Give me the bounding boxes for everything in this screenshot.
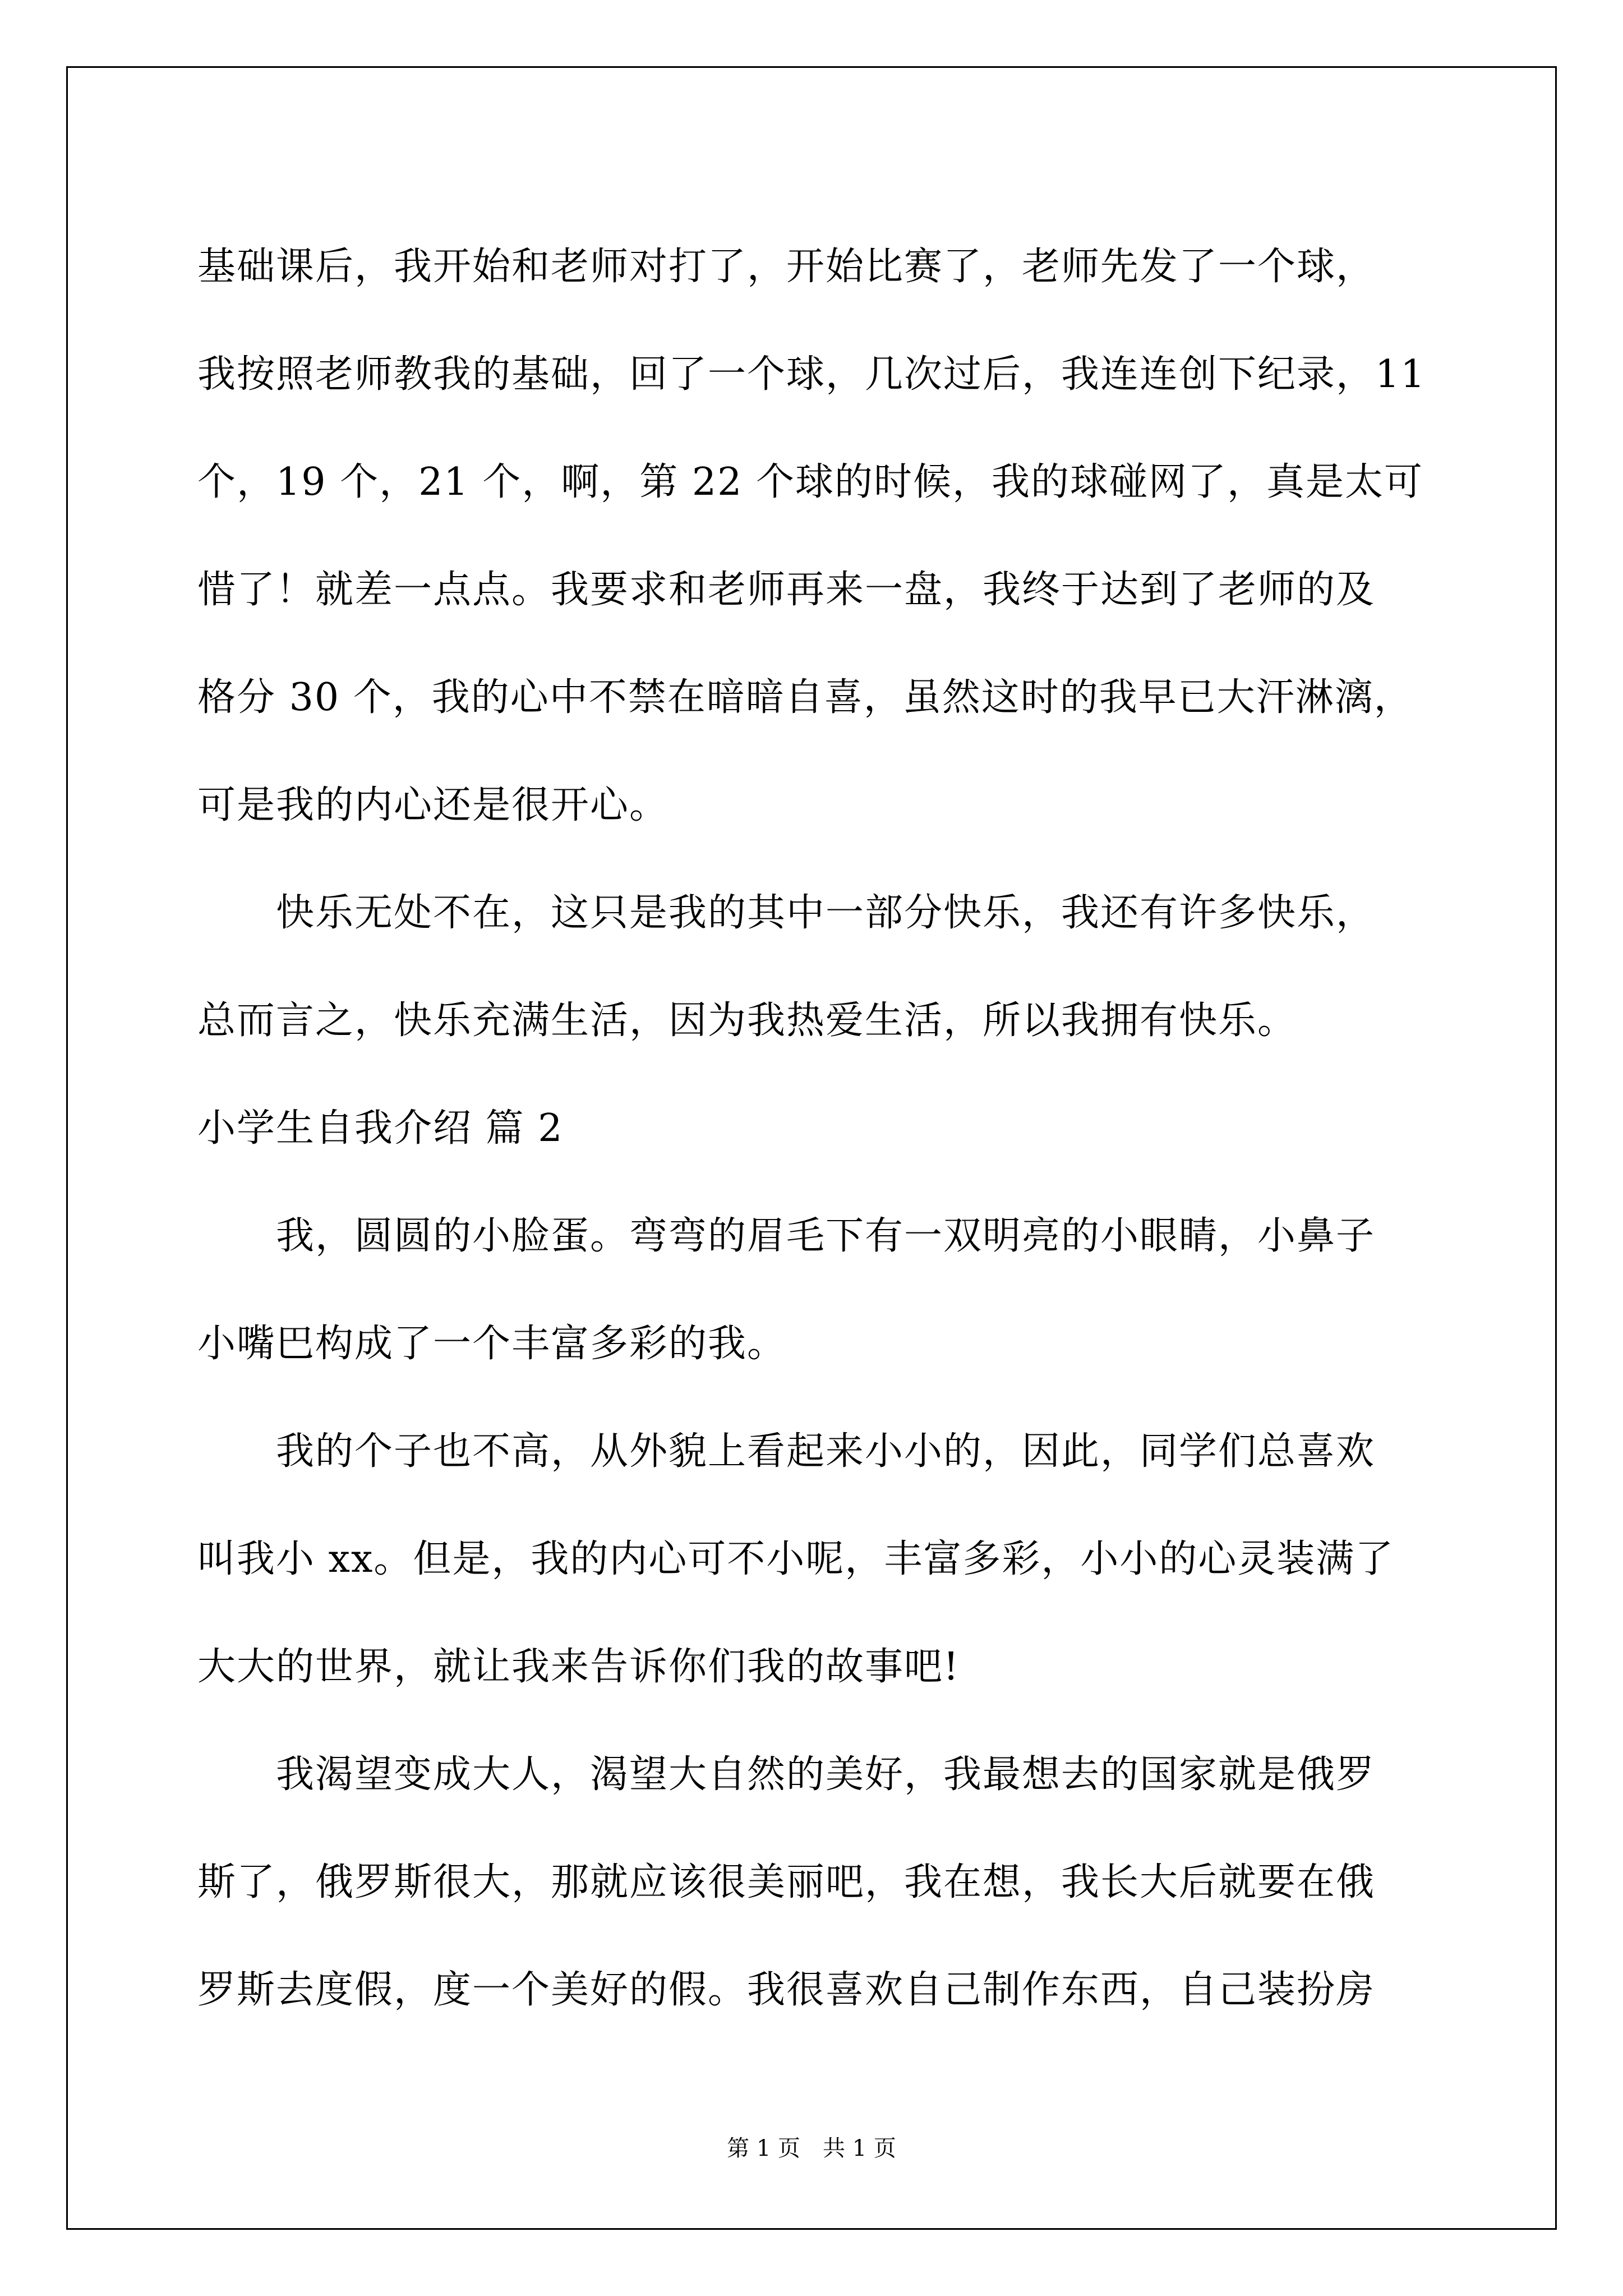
text-line: 格分 30 个，我的心中不禁在暗暗自喜，虽然这时的我早已大汗淋漓， bbox=[197, 675, 1413, 720]
text-line: 惜了！就差一点点。我要求和老师再来一盘，我终于达到了老师的及 bbox=[197, 568, 1376, 612]
text-line: 我的个子也不高，从外貌上看起来小小的，因此，同学们总喜欢 bbox=[276, 1429, 1376, 1474]
text-line: 可是我的内心还是很开心。 bbox=[197, 783, 669, 827]
text-line: 我渴望变成大人，渴望大自然的美好，我最想去的国家就是俄罗 bbox=[276, 1752, 1376, 1797]
text-line: 大大的世界，就让我来告诉你们我的故事吧! bbox=[197, 1645, 960, 1689]
text-line: 斯了，俄罗斯很大，那就应该很美丽吧，我在想，我长大后就要在俄 bbox=[197, 1860, 1376, 1904]
text-line: 快乐无处不在，这只是我的其中一部分快乐，我还有许多快乐， bbox=[276, 891, 1376, 935]
text-line: 叫我小 xx。但是，我的内心可不小呢，丰富多彩，小小的心灵装满了 bbox=[197, 1537, 1395, 1581]
text-line: 我，圆圆的小脸蛋。弯弯的眉毛下有一双明亮的小眼睛，小鼻子 bbox=[276, 1214, 1376, 1258]
document-body bbox=[197, 213, 1448, 2044]
text-line: 总而言之，快乐充满生活，因为我热爱生活，所以我拥有快乐。 bbox=[197, 999, 1297, 1043]
text-line: 我按照老师教我的基础，回了一个球，几次过后，我连连创下纪录，11 bbox=[197, 352, 1426, 397]
section-heading: 小学生自我介绍 篇 2 bbox=[197, 1106, 564, 1151]
text-line: 个，19 个，21 个，啊，第 22 个球的时候，我的球碰网了，真是太可 bbox=[197, 460, 1424, 504]
page-footer: 第 1 页 共 1 页 bbox=[727, 2136, 896, 2161]
text-line: 小嘴巴构成了一个丰富多彩的我。 bbox=[197, 1322, 787, 1366]
text-line: 基础课后，我开始和老师对打了，开始比赛了，老师先发了一个球， bbox=[197, 245, 1376, 289]
text-line: 罗斯去度假，度一个美好的假。我很喜欢自己制作东西，自己装扮房 bbox=[197, 1968, 1376, 2012]
